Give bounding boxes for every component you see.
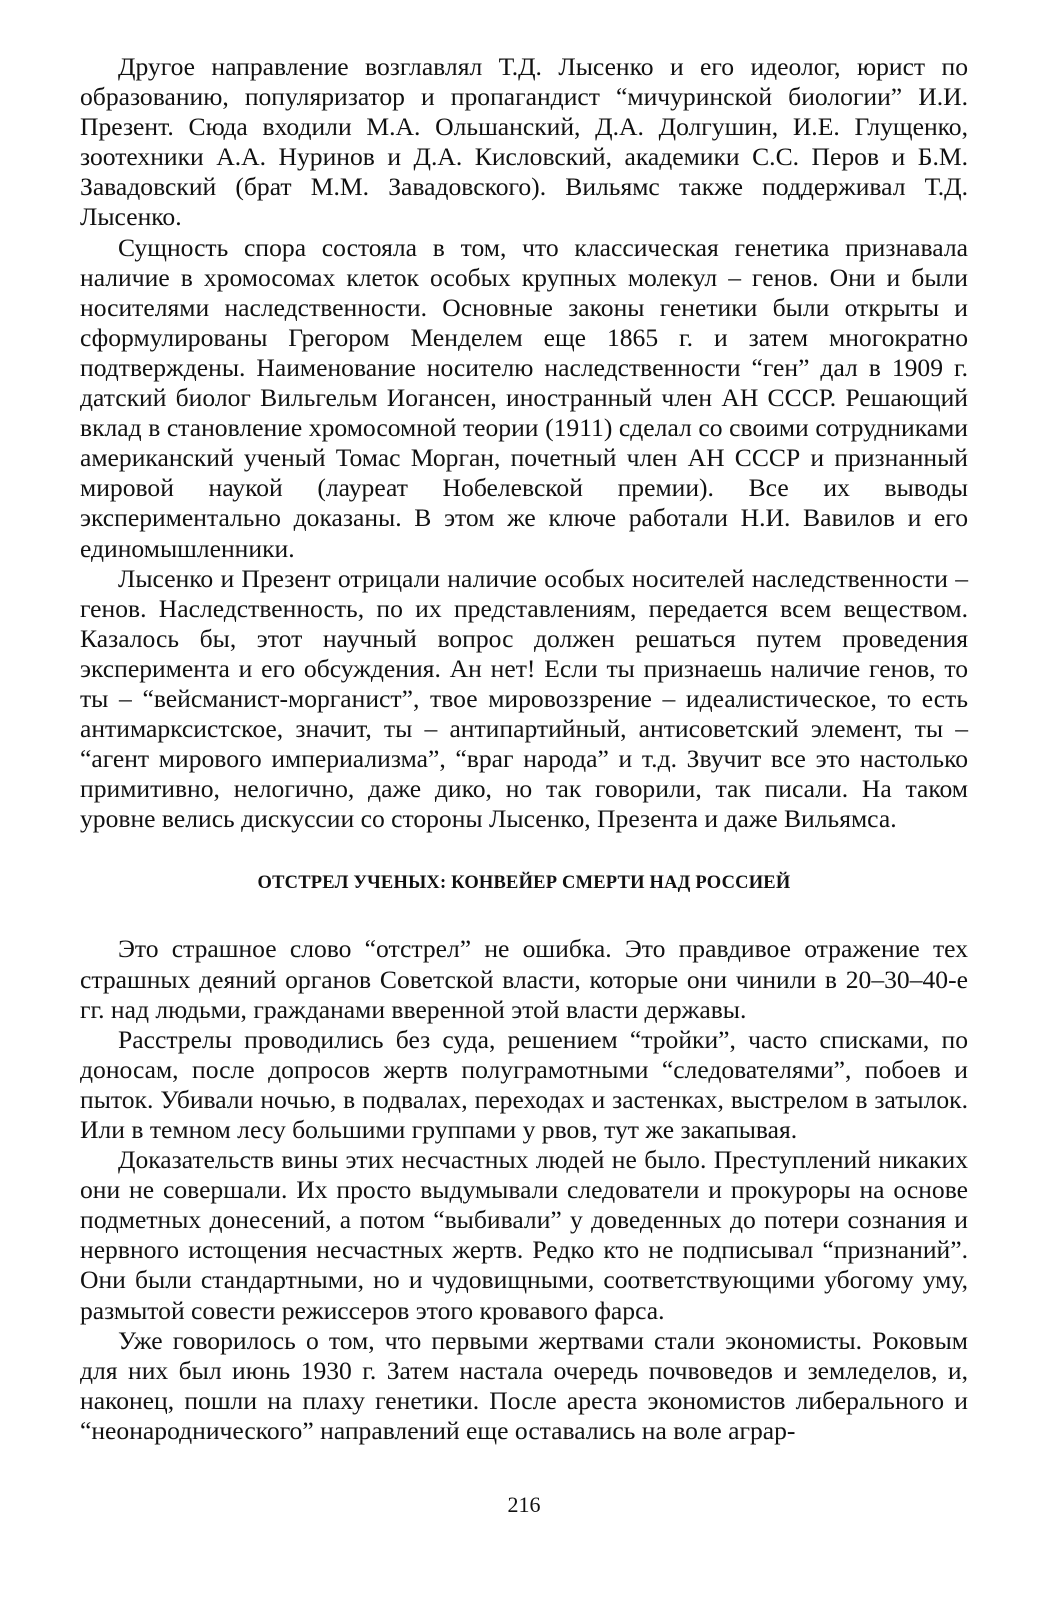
paragraph-no-evidence: Доказательств вины этих несчастных людей не было. Преступлений никаких они не совершали. Их просто выдумывали следователи и прокуроры на основе подметных донесений, а потом “выбивали” у доведенных до потери сознания и нервного истощения несчастных жертв. Редко кто не подписывал “признаний”. Они были стандартными, но и чудовищными, соответствующими убогому уму, размытой совести режиссеров этого кровавого фарса. xyxy=(80,1145,968,1325)
paragraph-word-otstrel: Это страшное слово “отстрел” не ошибка. Это правдивое отражение тех страшных деяний органов Советской власти, которые они чинили в 20–30–40-е гг. над людьми, гражданами вверенной этой власти державы. xyxy=(80,934,968,1024)
book-page xyxy=(80,52,968,1592)
page-number: 216 xyxy=(507,1492,541,1517)
paragraph-lysenko-direction: Другое направление возглавлял Т.Д. Лысенко и его идеолог, юрист по образованию, популяризатор и пропагандист “мичуринской биологии” И.И. Презент. Сюда входили М.А. Ольшанский, Д.А. Долгушин, И.Е. Глущенко, зоотехники А.А. Нуринов и Д.А. Кисловский, академики С.С. Перов и Б.М. Завадовский (брат М.М. Завадовского). Вильямс также поддерживал Т.Д. Лысенко. xyxy=(80,52,968,232)
paragraph-first-victims: Уже говорилось о том, что первыми жертвами стали экономисты. Роковым для них был июнь 1930 г. Затем настала очередь почвоведов и земледелов, и, наконец, пошли на плаху генетики. После ареста экономистов либерального и “неонароднического” направлений еще оставались на воле аграр- xyxy=(80,1325,968,1445)
section-heading: ОТСТРЕЛ УЧЕНЫХ: КОНВЕЙЕР СМЕРТИ НАД РОССИЕЙ xyxy=(257,873,791,894)
paragraph-denial-of-genes: Лысенко и Презент отрицали наличие особых носителей наследственности – генов. Наследственность, по их представлениям, передается всем веществом. Казалось бы, этот научный вопрос должен решаться путем проведения эксперимента и его обсуждения. Ан нет! Если ты признаешь наличие генов, то ты – “вейсманист-морганист”, твое мировоззрение – идеалистическое, то есть антимарксистское, значит, ты – антипартийный, антисоветский элемент, ты – “агент мирового империализма”, “враг народа” и т.д. Звучит все это настолько примитивно, нелогично, даже дико, но так говорили, так писали. На таком уровне велись дискуссии со стороны Лысенко, Презента и даже Вильямса. xyxy=(80,563,968,834)
paragraph-executions: Расстрелы проводились без суда, решением “тройки”, часто списками, по доносам, после допросов жертв полуграмотными “следователями”, побоев и пыток. Убивали ночью, в подвалах, переходах и застенках, выстрелом в затылок. Или в темном лесу большими группами у рвов, тут же закапывая. xyxy=(80,1024,968,1144)
paragraph-essence-of-dispute: Сущность спора состояла в том, что классическая генетика признавала наличие в хромосомах клеток особых крупных молекул – генов. Они и были носителями наследственности. Основные законы генетики были открыты и сформулированы Грегором Менделем еще 1865 г. и затем многократно подтверждены. Наименование носителю наследственности “ген” дал в 1909 г. датский биолог Вильгельм Иогансен, иностранный член АН СССР. Решающий вклад в становление хромосомной теории (1911) сделал со своими сотрудниками американский ученый Томас Морган, почетный член АН СССР и признанный мировой наукой (лауреат Нобелевской премии). Все их выводы экспериментально доказаны. В этом же ключе работали Н.И. Вавилов и его единомышленники. xyxy=(80,232,968,563)
